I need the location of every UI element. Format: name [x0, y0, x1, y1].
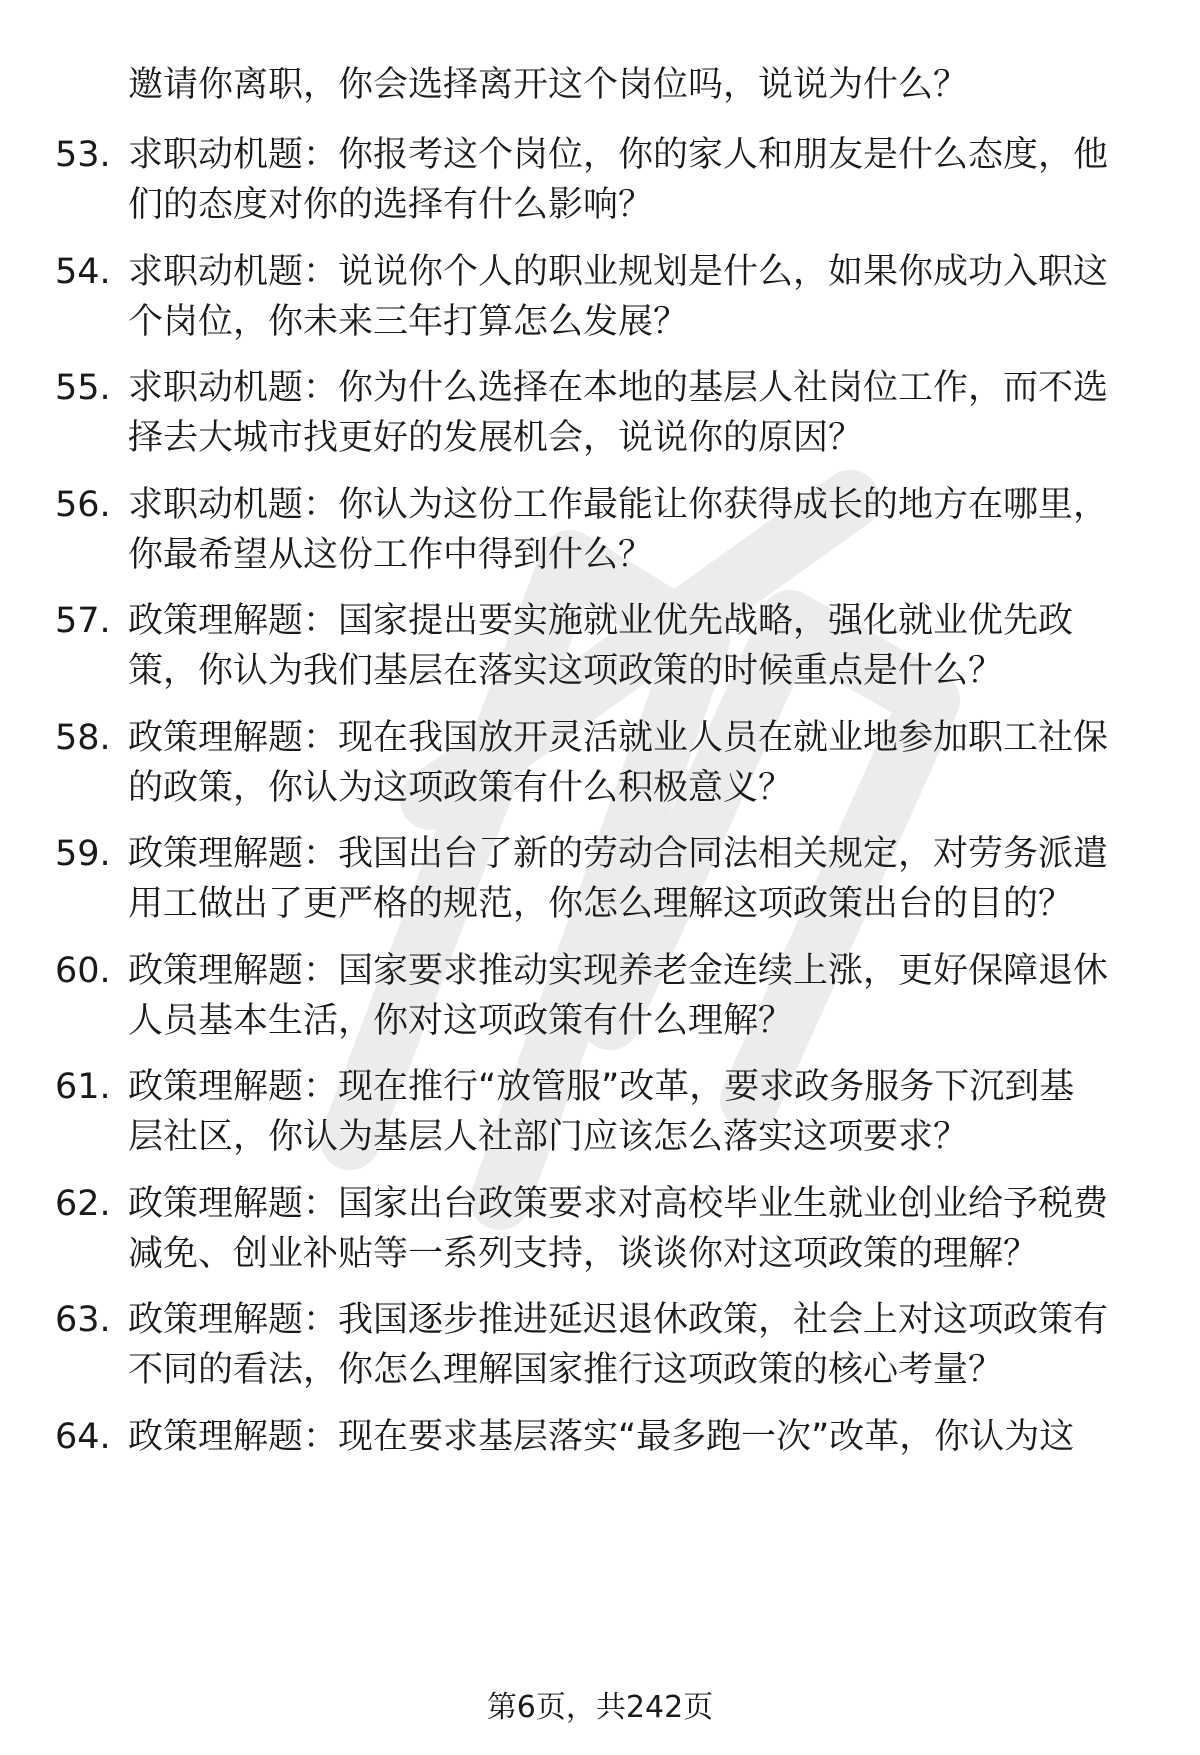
question-text-line1: 政策理解题：现在要求基层落实“最多跑一次”改革，你认为这 [128, 1417, 1075, 1457]
question-number: 55. [55, 368, 111, 408]
question-number: 62. [55, 1184, 111, 1224]
question-text-line1: 求职动机题：你为什么选择在本地的基层人社岗位工作，而不选 [128, 368, 1109, 408]
question-text-line1: 政策理解题：现在我国放开灵活就业人员在就业地参加职工社保 [128, 718, 1109, 758]
question-text-line2: 择去大城市找更好的发展机会，说说你的原因？ [128, 418, 864, 458]
question-number: 64. [55, 1417, 111, 1457]
question-text-line1: 政策理解题：现在推行“放管服”改革，要求政务服务下沉到基 [128, 1067, 1075, 1107]
question-text-line2: 的政策，你认为这项政策有什么积极意义？ [128, 768, 794, 808]
question-text-line2: 人员基本生活，你对这项政策有什么理解？ [128, 1001, 794, 1041]
question-text-line2: 层社区，你认为基层人社部门应该怎么落实这项要求？ [128, 1117, 969, 1157]
question-number: 56. [55, 485, 111, 525]
question-text-line2: 策，你认为我们基层在落实这项政策的时候重点是什么？ [128, 651, 1004, 691]
question-text-line2: 用工做出了更严格的规范，你怎么理解这项政策出台的目的？ [128, 884, 1074, 924]
question-number: 59. [55, 834, 111, 874]
question-text-line1: 政策理解题：国家要求推动实现养老金连续上涨，更好保障退休 [128, 951, 1109, 991]
question-text-line1: 求职动机题：你认为这份工作最能让你获得成长的地方在哪里， [128, 485, 1109, 525]
question-text-line1: 政策理解题：国家提出要实施就业优先战略，强化就业优先政 [128, 601, 1074, 641]
question-text-line2: 个岗位，你未来三年打算怎么发展？ [128, 302, 689, 342]
question-number: 58. [55, 718, 111, 758]
intro-line: 邀请你离职，你会选择离开这个岗位吗，说说为什么？ [128, 65, 969, 105]
question-number: 63. [55, 1300, 111, 1340]
question-number: 57. [55, 601, 111, 641]
question-number: 60. [55, 951, 111, 991]
question-number: 61. [55, 1067, 111, 1107]
question-text-line1: 政策理解题：国家出台政策要求对高校毕业生就业创业给予税费 [128, 1184, 1109, 1224]
question-text-line1: 政策理解题：我国逐步推进延迟退休政策，社会上对这项政策有 [128, 1300, 1109, 1340]
question-text-line1: 求职动机题：说说你个人的职业规划是什么，如果你成功入职这 [128, 252, 1109, 292]
question-text-line2: 你最希望从这份工作中得到什么？ [128, 535, 654, 575]
page-footer: 第6页，共242页 [486, 1690, 714, 1725]
question-text-line2: 不同的看法，你怎么理解国家推行这项政策的核心考量？ [128, 1350, 1004, 1390]
question-number: 53. [55, 135, 111, 175]
question-text-line1: 政策理解题：我国出台了新的劳动合同法相关规定，对劳务派遣 [128, 834, 1109, 874]
question-number: 54. [55, 252, 111, 292]
question-text-line2: 减免、创业补贴等一系列支持，谈谈你对这项政策的理解？ [128, 1234, 1039, 1274]
question-text-line2: 们的态度对你的选择有什么影响？ [128, 185, 654, 225]
question-text-line1: 求职动机题：你报考这个岗位，你的家人和朋友是什么态度，他 [128, 135, 1109, 175]
